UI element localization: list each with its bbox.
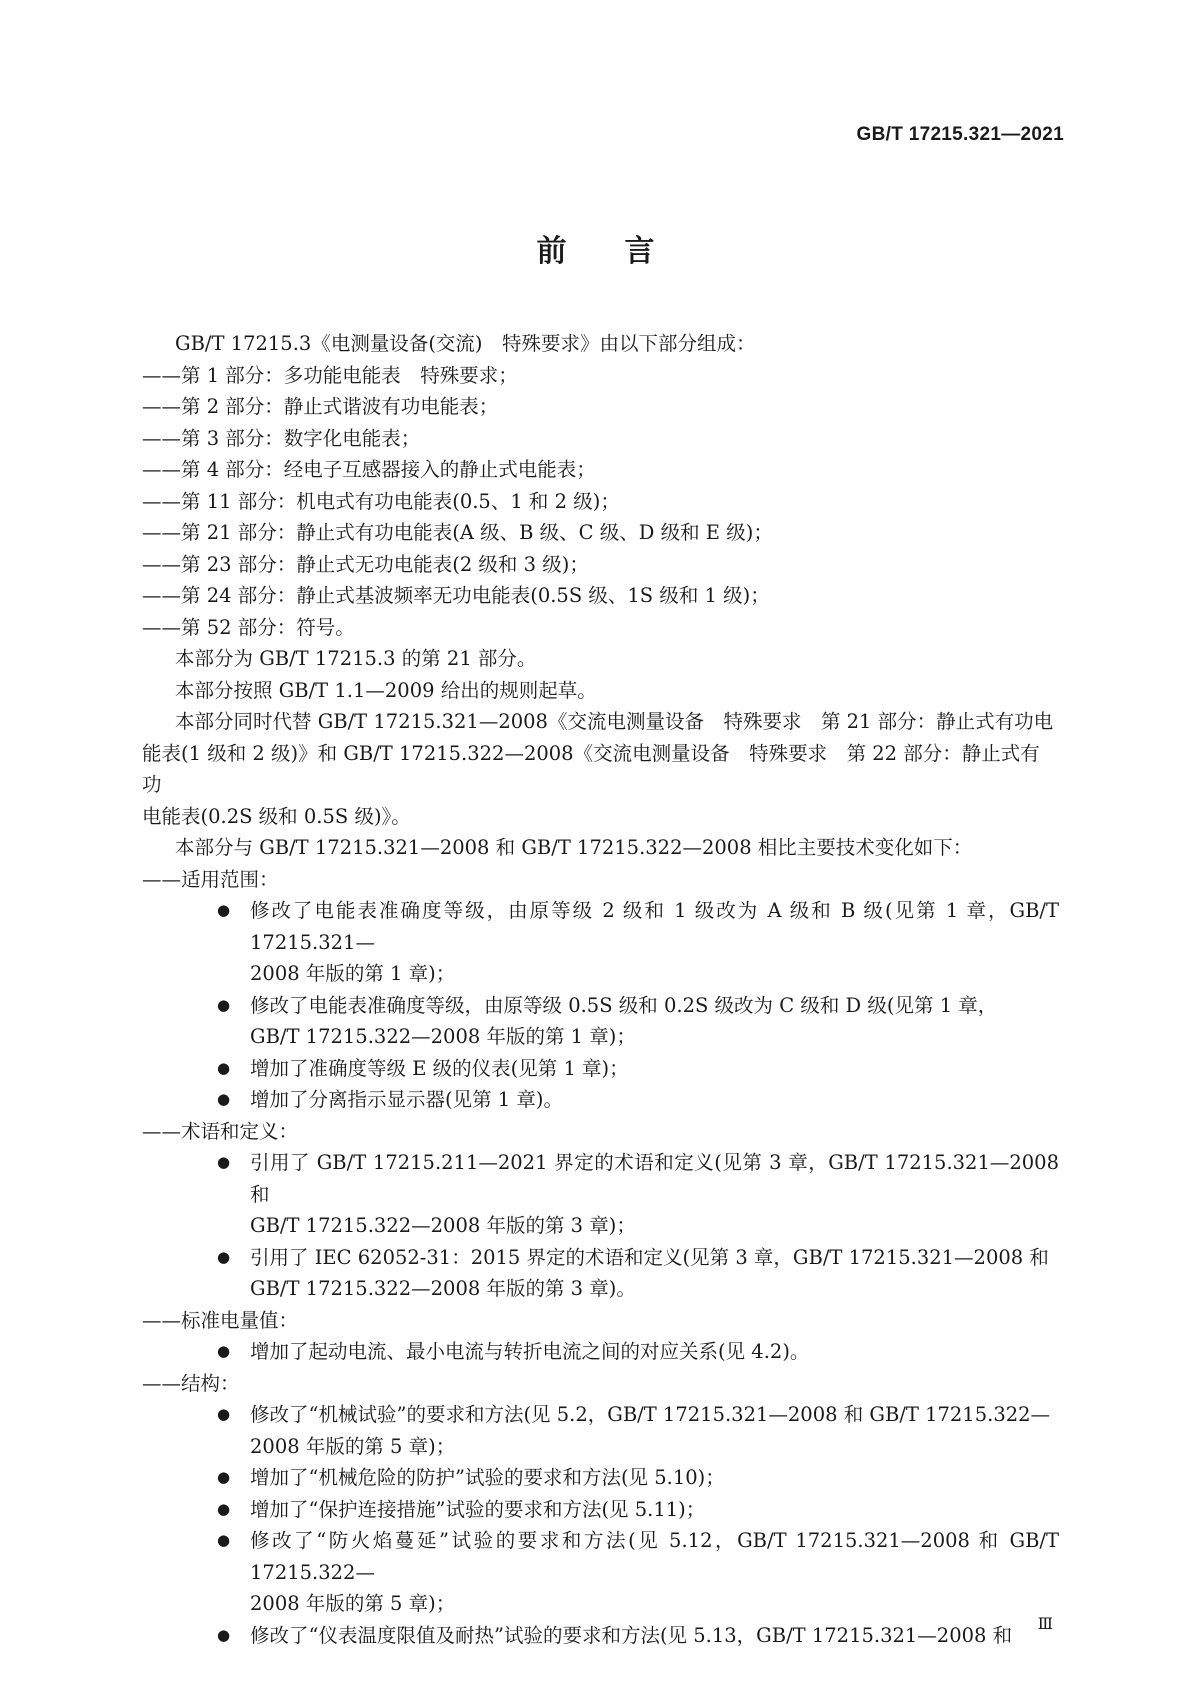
bullet-item: [217, 1242, 1059, 1305]
bullet-text: 增加了准确度等级 E 级的仪表(见第 1 章)；: [250, 1056, 629, 1080]
bullet-icon: ●: [217, 1058, 231, 1077]
bullet-icon: ●: [217, 1247, 231, 1266]
section-heading: ——适用范围：: [142, 867, 279, 891]
bullet-item: [217, 1620, 1059, 1652]
paragraph-replaces-line2: 能表(1 级和 2 级)》和 GB/T 17215.322—2008《交流电测量设备 特殊要求 第 22 部分：静止式有功: [142, 741, 1040, 796]
bullet-icon: ●: [217, 1531, 231, 1549]
document-body: [142, 328, 1059, 1651]
bullet-icon: ●: [217, 1342, 231, 1360]
bullet-text: 增加了分离指示显示器(见第 1 章)。: [250, 1088, 564, 1111]
intro-paragraph: GB/T 17215.3《电测量设备(交流) 特殊要求》由以下部分组成：: [175, 332, 756, 355]
paragraph-part-21: 本部分为 GB/T 17215.3 的第 21 部分。: [175, 647, 537, 670]
paragraph-replaces-line3: 电能表(0.2S 级和 0.5S 级)》。: [142, 804, 411, 828]
page-number: Ⅲ: [1037, 1614, 1053, 1633]
bullet-icon: ●: [217, 1499, 231, 1518]
bullet-item: [217, 1494, 1059, 1526]
page-title: [0, 226, 1191, 270]
bullet-text: 引用了 IEC 62052-31：2015 界定的术语和定义(见第 3 章，GB/T 17215.321—2008 和: [250, 1245, 1049, 1269]
bullet-icon: ●: [217, 1153, 231, 1171]
section-heading: ——标准电量值：: [142, 1308, 299, 1332]
bullet-item: [217, 1462, 1059, 1494]
title-char-1: 前: [536, 234, 567, 269]
parts-list: [142, 360, 1059, 644]
bullet-item: [217, 1053, 1059, 1085]
bullet-text: 增加了起动电流、最小电流与转折电流之间的对应关系(见 4.2)。: [250, 1340, 810, 1363]
bullet-text: 增加了“保护连接措施”试验的要求和方法(见 5.11)；: [250, 1497, 706, 1521]
bullet-icon: ●: [217, 1625, 231, 1644]
bullet-text: 增加了“机械危险的防护”试验的要求和方法(见 5.10)；: [250, 1466, 725, 1489]
bullet-icon: ●: [217, 1468, 231, 1486]
bullet-text: 修改了电能表准确度等级，由原等级 2 级和 1 级改为 A 级和 B 级(见第 1 章，GB/T 17215.321—: [250, 899, 1059, 954]
bullet-item: [217, 1336, 1059, 1368]
bullet-text: 修改了电能表准确度等级，由原等级 0.5S 级和 0.2S 级改为 C 级和 D 级(见第 1 章，: [250, 993, 998, 1017]
standard-code: GB/T 17215.321—2021: [856, 124, 1064, 145]
part-item: ——第 23 部分：静止式无功电能表(2 级和 3 级)；: [142, 552, 589, 576]
bullet-icon: ●: [217, 995, 231, 1014]
paragraph-changes-intro: 本部分与 GB/T 17215.321—2008 和 GB/T 17215.322—2008 相比主要技术变化如下：: [175, 836, 973, 859]
part-item: ——第 3 部分：数字化电能表；: [142, 426, 421, 450]
bullet-icon: ●: [217, 1405, 231, 1423]
bullet-item: [217, 1084, 1059, 1116]
section-heading: ——术语和定义：: [142, 1119, 299, 1143]
part-item: ——第 2 部分：静止式谐波有功电能表；: [142, 395, 499, 418]
bullet-text-cont: GB/T 17215.322—2008 年版的第 1 章)；: [250, 1025, 636, 1048]
bullet-icon: ●: [217, 901, 231, 919]
bullet-item: [217, 1525, 1059, 1620]
paragraph-drafting-rules: 本部分按照 GB/T 1.1—2009 给出的规则起草。: [175, 678, 597, 702]
part-item: ——第 21 部分：静止式有功电能表(A 级、B 级、C 级、D 级和 E 级)；: [142, 521, 773, 544]
bullet-text: 修改了“防火焰蔓延”试验的要求和方法(见 5.12，GB/T 17215.321—2008 和 GB/T 17215.322—: [250, 1529, 1059, 1584]
title-char-2: 言: [624, 234, 655, 269]
section-heading: ——结构：: [142, 1371, 240, 1395]
bullet-icon: ●: [217, 1090, 231, 1108]
bullet-text-cont: 2008 年版的第 5 章)；: [250, 1592, 456, 1615]
part-item: ——第 24 部分：静止式基波频率无功电能表(0.5S 级、1S 级和 1 级)；: [142, 584, 770, 607]
bullet-text: 引用了 GB/T 17215.211—2021 界定的术语和定义(见第 3 章，GB/T 17215.321—2008 和: [250, 1151, 1059, 1206]
part-item: ——第 4 部分：经电子互感器接入的静止式电能表；: [142, 458, 596, 481]
bullet-text-cont: 2008 年版的第 1 章)；: [250, 962, 456, 985]
paragraph-replaces-line1: 本部分同时代替 GB/T 17215.321—2008《交流电测量设备 特殊要求 第 21 部分：静止式有功电: [175, 710, 1054, 733]
bullet-text-cont: GB/T 17215.322—2008 年版的第 3 章)。: [250, 1277, 636, 1300]
bullet-text: 修改了“仪表温度限值及耐热”试验的要求和方法(见 5.13，GB/T 17215.321—2008 和: [250, 1623, 1013, 1647]
part-item: ——第 52 部分：符号。: [142, 615, 355, 639]
bullet-item: [217, 895, 1059, 990]
bullet-text-cont: 2008 年版的第 5 章)；: [250, 1434, 456, 1458]
bullet-item: [217, 1147, 1059, 1242]
bullet-item: [217, 990, 1059, 1053]
part-item: ——第 1 部分：多功能电能表 特殊要求；: [142, 363, 518, 387]
bullet-item: [217, 1399, 1059, 1462]
bullet-text: 修改了“机械试验”的要求和方法(见 5.2，GB/T 17215.321—2008 和 GB/T 17215.322—: [250, 1403, 1051, 1426]
changes-list: [142, 864, 1059, 1652]
bullet-text-cont: GB/T 17215.322—2008 年版的第 3 章)；: [250, 1214, 636, 1237]
part-item: ——第 11 部分：机电式有功电能表(0.5、1 和 2 级)；: [142, 489, 620, 513]
